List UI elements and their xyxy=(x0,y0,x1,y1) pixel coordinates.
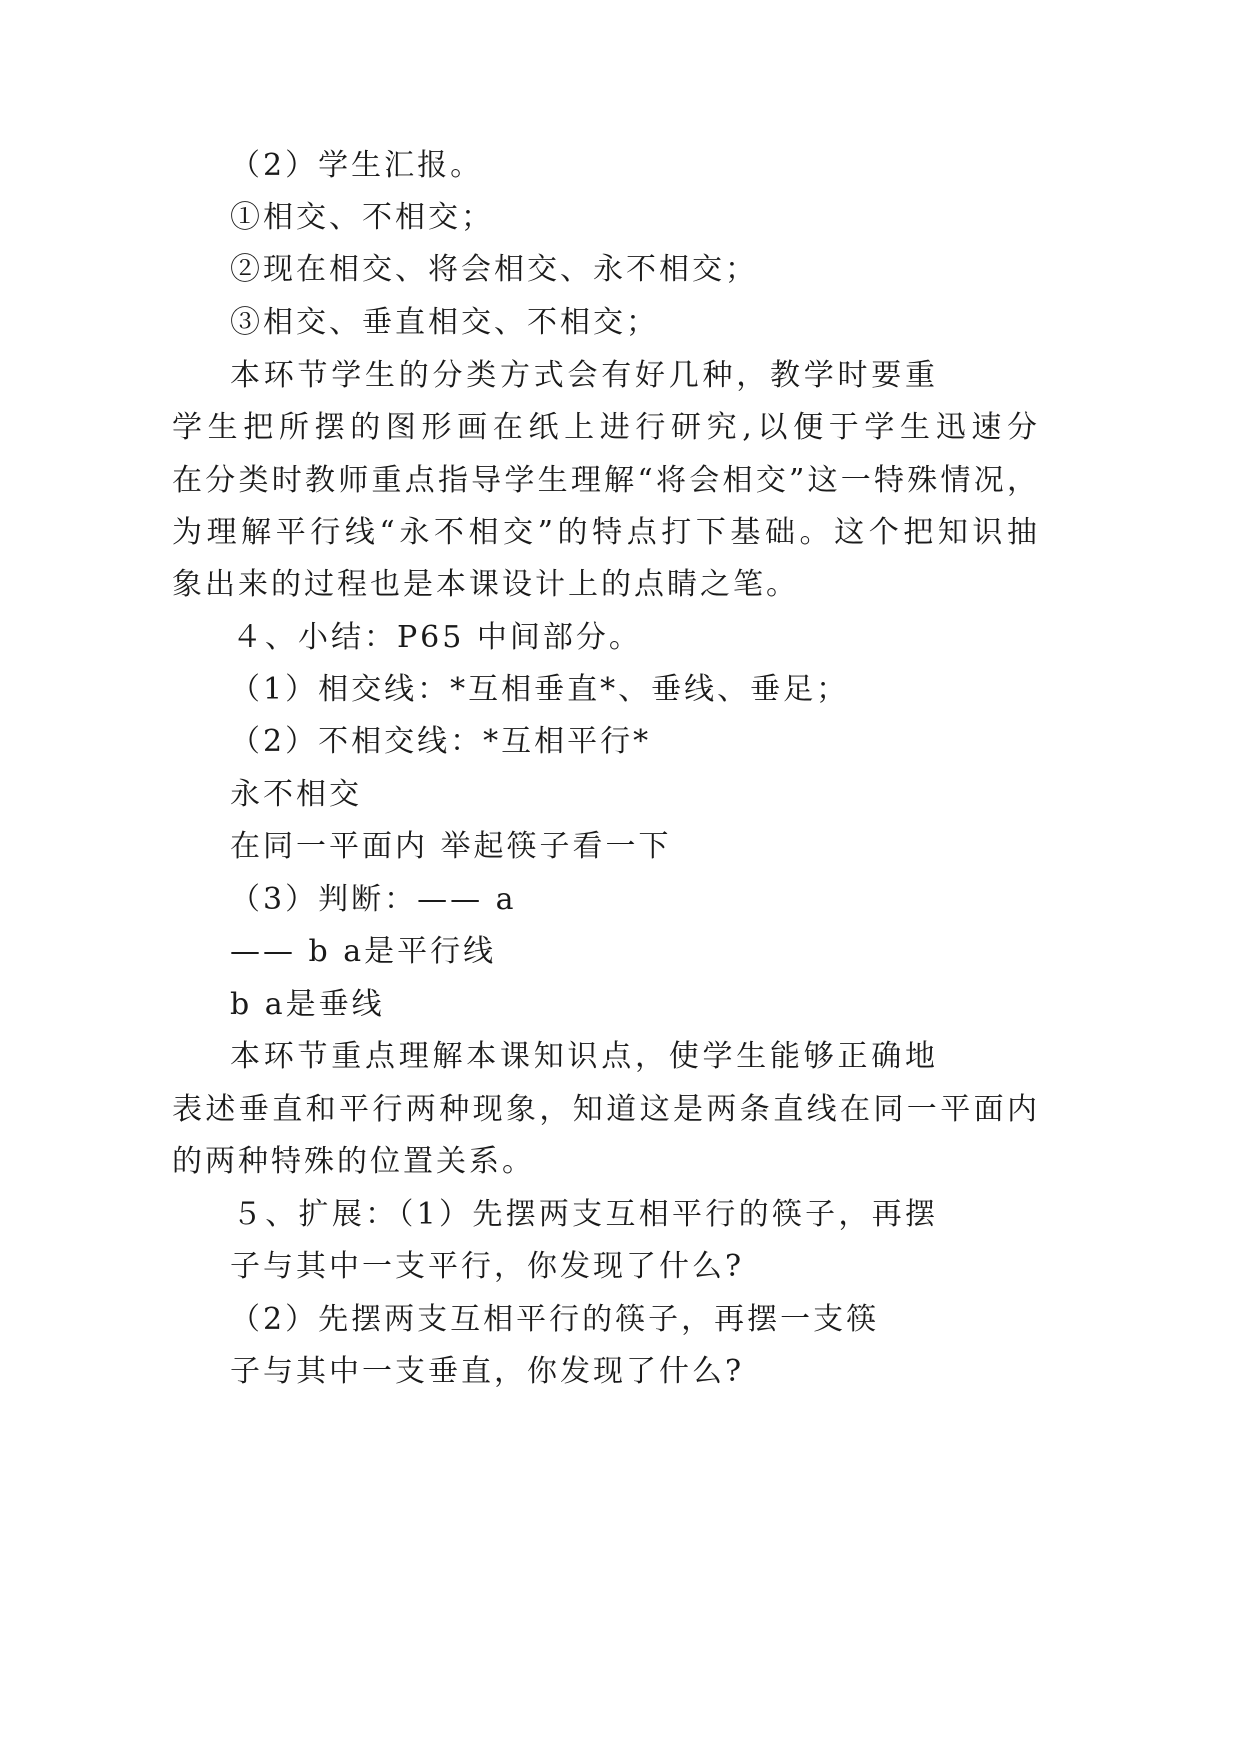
section-2-student-report: （2）学生汇报。 xyxy=(230,148,484,183)
summary-item-1: （1）相交线：*互相垂直*、垂线、垂足； xyxy=(230,672,850,707)
summary-item-2: （2）不相交线：*互相平行* xyxy=(230,724,652,759)
section-4-summary: ４、小结：P65 中间部分。 xyxy=(232,620,642,655)
report-item-1: ①相交、不相交； xyxy=(230,200,494,235)
report-item-3: ③相交、垂直相交、不相交； xyxy=(230,305,659,340)
paragraph-line: 象出来的过程也是本课设计上的点睛之笔。 xyxy=(172,567,799,602)
section-5-extension: ５、扩展：（1）先摆两支互相平行的筷子，再摆 xyxy=(232,1197,938,1232)
paragraph-line: 学生把所摆的图形画在纸上进行研究,以便于学生迅速分 xyxy=(172,410,1040,445)
report-item-2: ②现在相交、将会相交、永不相交； xyxy=(230,252,758,287)
paragraph-line: 为理解平行线“永不相交”的特点打下基础。这个把知识抽 xyxy=(172,515,1040,550)
extension-item-2: （2）先摆两支互相平行的筷子，再摆一支筷 xyxy=(230,1302,880,1337)
extension-question-1: 子与其中一支平行，你发现了什么? xyxy=(230,1249,745,1284)
judgement-line-b: —— b a是平行线 xyxy=(230,934,497,969)
paragraph-line: 在分类时教师重点指导学生理解“将会相交”这一特殊情况， xyxy=(172,463,1040,498)
judgement-item-3: （3）判断：—— a xyxy=(230,882,517,917)
judgement-perpendicular: b a是垂线 xyxy=(230,987,385,1022)
same-plane-text: 在同一平面内 举起筷子看一下 xyxy=(230,829,672,864)
paragraph-line: 的两种特殊的位置关系。 xyxy=(172,1144,535,1179)
paragraph-line: 本环节重点理解本课知识点，使学生能够正确地 xyxy=(230,1039,938,1074)
paragraph-line: 本环节学生的分类方式会有好几种，教学时要重 xyxy=(230,358,938,393)
paragraph-line: 表述垂直和平行两种现象，知道这是两条直线在同一平面内 xyxy=(172,1092,1040,1127)
extension-question-2: 子与其中一支垂直，你发现了什么? xyxy=(230,1354,745,1389)
never-intersect-text: 永不相交 xyxy=(230,777,362,812)
